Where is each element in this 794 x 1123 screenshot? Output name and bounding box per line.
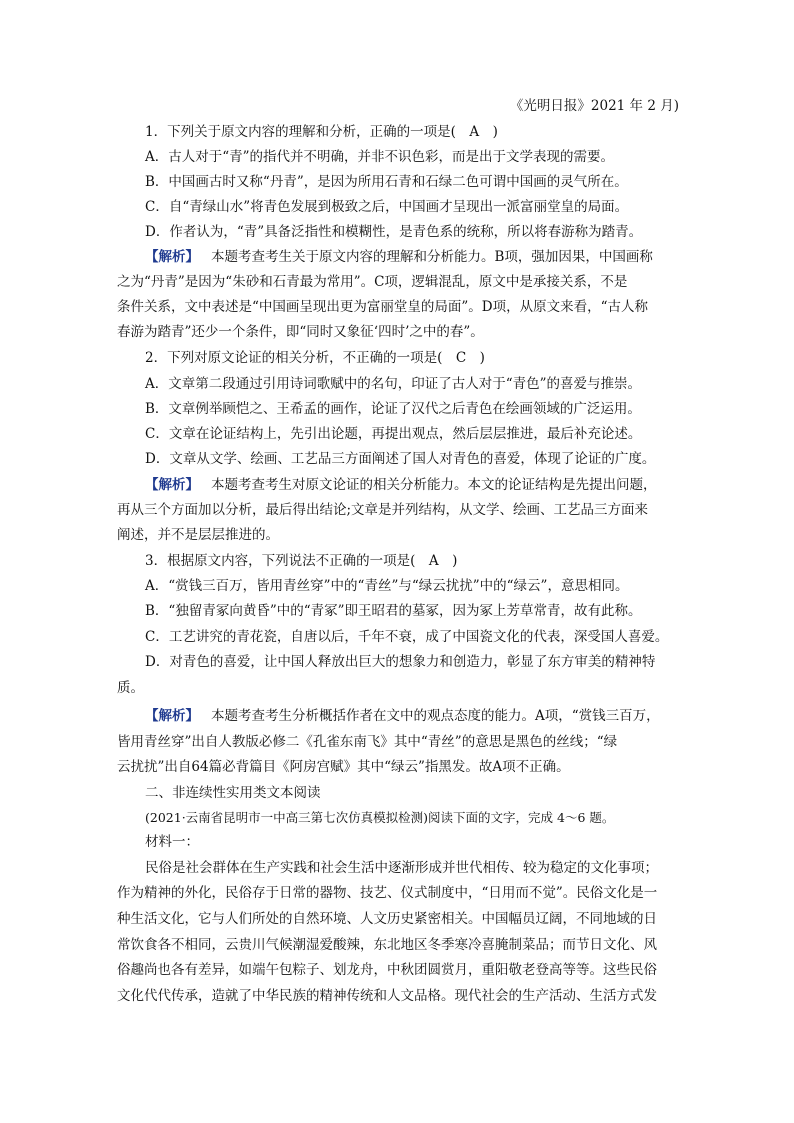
question-1-analysis-line: 春游为踏青”还少一个条件，即“同时又象征‘四时’之中的春”。 [117,324,484,340]
question-1-analysis-line [117,245,679,269]
question-3-option-d: D．对青色的喜爱，让中国人释放出巨大的想象力和创造力，彰显了东方审美的精神特 [145,654,656,670]
question-2-analysis-line [117,473,679,497]
material-paragraph-line: 种生活文化，它与人们所处的自然环境、人文历史紧密相关。中国幅员辽阔，不同地域的日 [117,911,657,927]
question-1-option-d: D．作者认为，“青”具备泛指性和模糊性，是青色系的统称，所以将春游称为踏青。 [145,224,643,240]
question-1-analysis-line: 条件关系，文中表述是“中国画呈现出更为富丽堂皇的局面”。D项，从原文来看，“古人称 [117,299,649,315]
analysis-tag: 【解析】 [145,708,199,724]
question-3-analysis-line: 云扰扰”出自64篇必背篇目《阿房宫赋》其中“绿云”指黑发。故A项不正确。 [117,759,570,775]
question-1-option-c: C．自“青绿山水”将青色发展到极致之后，中国画才呈现出一派富丽堂皇的局面。 [145,199,629,215]
question-3-analysis-line: 皆用青丝穿”出自人教版必修二《孔雀东南飞》其中“青丝”的意思是黑色的丝线；“绿 [117,734,618,750]
question-1-option-b: B．中国画古时又称“丹青”，是因为所用石青和石绿二色可谓中国画的灵气所在。 [145,174,628,190]
question-2-option-d: D．文章从文学、绘画、工艺品三方面阐述了国人对青色的喜爱，体现了论证的广度。 [145,451,656,467]
question-1-stem: 1．下列关于原文内容的理解和分析，正确的一项是( A ) [145,124,498,140]
question-1-analysis-line: 之为“丹青”是因为“朱砂和石青最为常用”。C项，逻辑混乱，原文中是承接关系，不是 [117,274,628,290]
material-paragraph-line: 俗趣尚也各有差异，如端午包粽子、划龙舟，中秋团圆赏月，重阳敬老登高等等。这些民俗 [117,962,657,978]
source-citation: 《光明日报》2021 年 2 月) [509,98,679,114]
question-2-option-b: B．文章例举顾恺之、王希孟的画作，论证了汉代之后青色在绘画领域的广泛运用。 [145,401,641,417]
question-2-option-c: C．文章在论证结构上，先引出论题，再提出观点，然后层层推进，最后补充论述。 [145,426,642,442]
analysis-text: 本题考查考生关于原文内容的理解和分析能力。B项，强加因果，中国画称 [211,249,653,265]
material-paragraph-line: 民俗是社会群体在生产实践和社会生活中逐渐形成并世代相传、较为稳定的文化事项； [145,860,658,876]
material-paragraph-line: 作为精神的外化，民俗存于日常的器物、技艺、仪式制度中，“日用而不觉”。民俗文化是一 [117,885,658,901]
question-3-option-d-continued: 质。 [117,680,144,696]
question-3-option-b: B．“独留青冢向黄昏”中的“青冢”即王昭君的墓冢，因为冢上芳草常青，故有此称。 [145,603,642,619]
question-3-analysis-line [117,704,679,728]
analysis-tag: 【解析】 [145,249,199,265]
material-paragraph-line: 文化代代传承，造就了中华民族的精神传统和人文品格。现代社会的生产活动、生活方式发 [117,988,657,1004]
question-1-option-a: A．古人对于“青”的指代并不明确，并非不识色彩，而是出于文学表现的需要。 [145,149,615,165]
question-3-option-a: A．“赏钱三百万，皆用青丝穿”中的“青丝”与“绿云扰扰”中的“绿云”，意思相同。 [145,578,629,594]
question-2-stem: 2．下列对原文论证的相关分析，不正确的一项是( C ) [145,350,485,366]
analysis-text: 本题考查考生分析概括作者在文中的观点态度的能力。A项，“赏钱三百万， [211,708,660,724]
section-intro: (2021·云南省昆明市一中高三第七次仿真模拟检测)阅读下面的文字，完成 4～6 题。 [145,810,615,825]
question-2-analysis-line: 阐述，并不是层层推进的。 [117,527,279,543]
question-2-option-a: A．文章第二段通过引用诗词歌赋中的名句，印证了古人对于“青色”的喜爱与推崇。 [145,376,642,392]
question-2-analysis-line: 再从三个方面加以分析，最后得出结论;文章是并列结构，从文学、绘画、工艺品三方面来 [117,502,649,518]
analysis-tag: 【解析】 [145,477,199,493]
analysis-text: 本题考查考生对原文论证的相关分析能力。本文的论证结构是先提出问题， [211,477,657,493]
material-label: 材料一： [145,834,199,850]
question-3-stem: 3．根据原文内容，下列说法不正确的一项是( A ) [145,553,458,569]
section-heading: 二、非连续性实用类文本阅读 [145,785,321,801]
material-paragraph-line: 常饮食各不相同，云贵川气候潮湿爱酸辣，东北地区冬季寒冷喜腌制菜品；而节日文化、风 [117,937,657,953]
question-3-option-c: C．工艺讲究的青花瓷，自唐以后，千年不衰，成了中国瓷文化的代表，深受国人喜爱。 [145,629,669,645]
